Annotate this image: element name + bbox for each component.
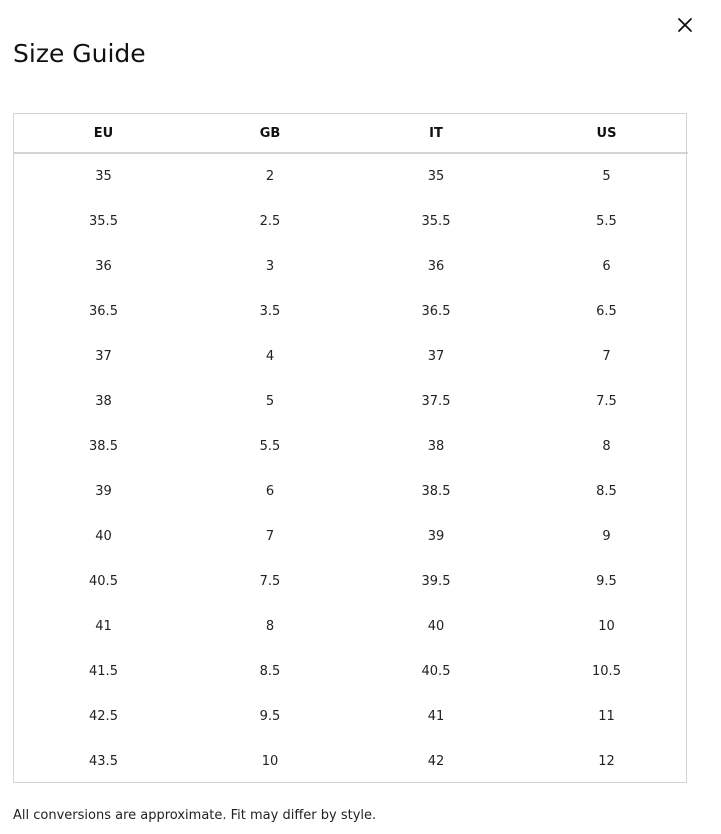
size-cell-gb: 2 xyxy=(265,169,275,184)
size-cell-it: 35 xyxy=(427,169,445,184)
size-cell-it: 38.5 xyxy=(421,484,451,499)
table-row xyxy=(14,244,688,289)
size-cell-it: 40.5 xyxy=(421,664,451,679)
table-row xyxy=(14,153,688,199)
size-cell-gb: 3 xyxy=(265,259,275,274)
table-row xyxy=(14,694,688,739)
size-cell-eu: 35.5 xyxy=(89,214,118,229)
size-cell-eu: 42.5 xyxy=(89,709,118,724)
table-row xyxy=(14,604,688,649)
size-cell-it: 37.5 xyxy=(421,394,451,409)
size-cell-gb: 5.5 xyxy=(259,439,281,454)
size-cell-us: 12 xyxy=(598,754,615,769)
size-cell-eu: 41 xyxy=(95,619,112,634)
size-conversion-table xyxy=(14,114,688,784)
size-cell-us: 7 xyxy=(602,349,611,364)
size-cell-eu: 41.5 xyxy=(89,664,118,679)
size-cell-eu: 38 xyxy=(95,394,112,409)
size-cell-gb: 5 xyxy=(265,394,275,409)
size-cell-eu: 36.5 xyxy=(89,304,118,319)
table-row xyxy=(14,424,688,469)
column-header-eu: EU xyxy=(14,114,193,153)
size-cell-eu: 38.5 xyxy=(89,439,118,454)
close-button[interactable] xyxy=(672,12,698,38)
size-cell-us: 10 xyxy=(598,619,615,634)
table-body xyxy=(14,153,688,784)
column-header-it: IT xyxy=(347,114,525,153)
size-cell-gb: 9.5 xyxy=(259,709,281,724)
size-cell-gb: 10 xyxy=(261,754,279,769)
size-cell-it: 35.5 xyxy=(421,214,451,229)
size-cell-it: 36.5 xyxy=(421,304,451,319)
modal-title: Size Guide xyxy=(13,39,146,68)
table-row xyxy=(14,289,688,334)
size-cell-it: 42 xyxy=(427,754,445,769)
size-cell-gb: 7.5 xyxy=(259,574,281,589)
size-cell-us: 5 xyxy=(602,169,611,184)
size-cell-gb: 2.5 xyxy=(259,214,281,229)
size-cell-eu: 39 xyxy=(95,484,112,499)
size-cell-eu: 35 xyxy=(95,169,112,184)
size-cell-it: 38 xyxy=(427,439,445,454)
table-row xyxy=(14,199,688,244)
table-row xyxy=(14,559,688,604)
size-cell-us: 9 xyxy=(602,529,611,544)
size-cell-it: 40 xyxy=(427,619,445,634)
size-cell-us: 8 xyxy=(602,439,611,454)
size-cell-eu: 37 xyxy=(95,349,112,364)
size-cell-eu: 40 xyxy=(95,529,112,544)
size-cell-eu: 40.5 xyxy=(89,574,118,589)
table-row xyxy=(14,649,688,694)
size-cell-us: 11 xyxy=(598,709,615,724)
column-header-us: US xyxy=(525,114,688,153)
size-cell-gb: 6 xyxy=(265,484,275,499)
size-table-container xyxy=(13,113,687,783)
size-cell-us: 5.5 xyxy=(596,214,617,229)
close-icon xyxy=(672,12,698,38)
table-row xyxy=(14,514,688,559)
table-row xyxy=(14,739,688,784)
table-row xyxy=(14,469,688,514)
size-cell-us: 7.5 xyxy=(596,394,617,409)
size-cell-us: 10.5 xyxy=(592,664,621,679)
size-cell-gb: 3.5 xyxy=(259,304,281,319)
size-cell-us: 6.5 xyxy=(596,304,617,319)
size-cell-it: 36 xyxy=(427,259,445,274)
size-cell-it: 41 xyxy=(427,709,445,724)
size-cell-gb: 7 xyxy=(265,529,275,544)
size-cell-eu: 36 xyxy=(95,259,112,274)
table-header-row xyxy=(14,114,688,153)
size-cell-us: 8.5 xyxy=(596,484,617,499)
conversion-disclaimer: All conversions are approximate. Fit may differ by style. xyxy=(13,808,377,823)
size-cell-us: 6 xyxy=(602,259,611,274)
size-cell-it: 39.5 xyxy=(421,574,451,589)
size-cell-eu: 43.5 xyxy=(89,754,118,769)
table-row xyxy=(14,379,688,424)
size-cell-gb: 8.5 xyxy=(259,664,281,679)
size-cell-it: 39 xyxy=(427,529,445,544)
size-cell-gb: 8 xyxy=(265,619,275,634)
table-row xyxy=(14,334,688,379)
size-cell-gb: 4 xyxy=(265,349,275,364)
size-cell-us: 9.5 xyxy=(596,574,617,589)
size-cell-it: 37 xyxy=(427,349,445,364)
column-header-gb: GB xyxy=(193,114,347,153)
